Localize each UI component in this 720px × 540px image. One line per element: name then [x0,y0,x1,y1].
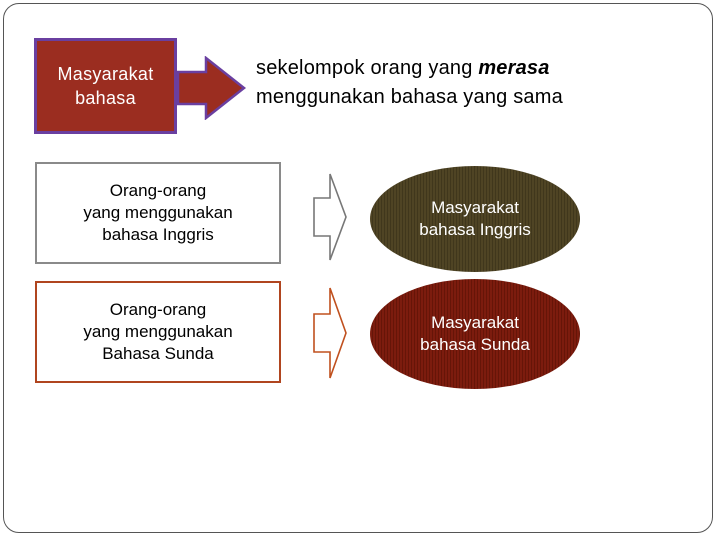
small-arrow-right-icon [312,286,348,380]
group-box-english-text: Orang-orang yang menggunakan bahasa Inggris [83,181,233,244]
ellipse-english-community-text: Masyarakat bahasa Inggris [419,198,531,239]
definition-emphasis: merasa [478,57,550,79]
ellipse-english-community [370,166,580,272]
definition-text [256,54,696,112]
group-box-english [35,162,281,264]
definition-part1: sekelompok orang yang [256,57,479,79]
small-arrow-right-icon [312,172,348,262]
group-box-sundanese [35,281,281,383]
ellipse-sundanese-community-text: Masyarakat bahasa Sunda [420,313,530,354]
ellipse-sundanese-community [370,279,580,389]
definition-part2: menggunakan bahasa yang sama [256,86,563,108]
title-box [34,38,177,134]
group-box-sundanese-text: Orang-orang yang menggunakan Bahasa Sunda [83,300,233,363]
title-box-label: Masyarakat bahasa [57,64,154,108]
big-arrow-right-icon [176,56,248,120]
